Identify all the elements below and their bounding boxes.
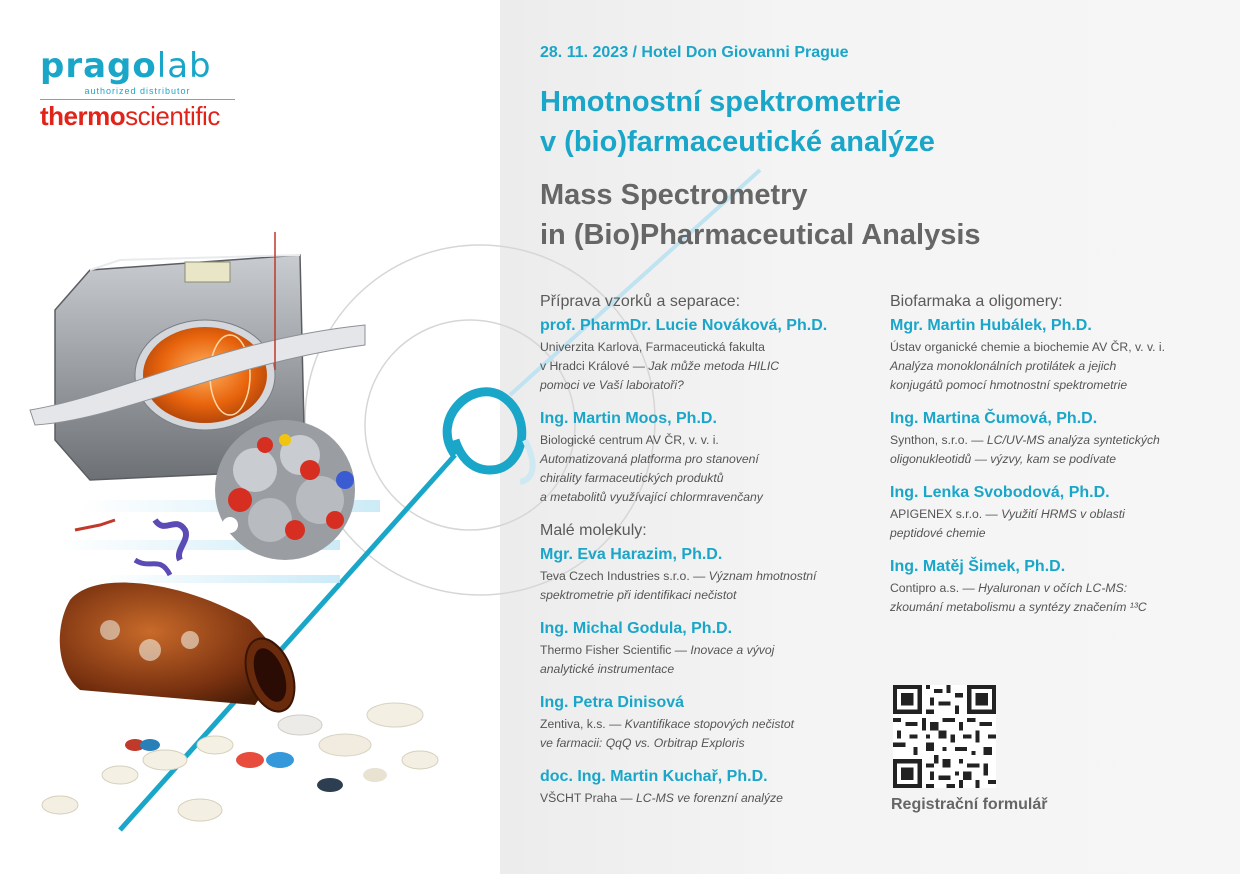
- speaker-name: doc. Ing. Martin Kuchař, Ph.D.: [540, 768, 768, 785]
- speaker: [540, 409, 880, 507]
- left-column: [540, 292, 880, 808]
- pills: [42, 703, 438, 821]
- speaker-name: Ing. Michal Godula, Ph.D.: [540, 620, 733, 637]
- speaker-name: Ing. Petra Dinisová: [540, 694, 685, 711]
- registration-qr-code[interactable]: [893, 685, 996, 788]
- thermo-scientific-logo: thermoscientific: [40, 101, 220, 131]
- speaker-description: Zentiva, k.s. — Kvantifikace stopových nečistot ve farmacii: QqQ vs. Orbitrap Exploris: [540, 717, 795, 750]
- section-heading: Malé molekuly:: [540, 522, 647, 539]
- logo-tagline: authorized distributor: [40, 86, 235, 100]
- speaker-name: Ing. Lenka Svobodová, Ph.D.: [890, 484, 1110, 501]
- speaker: [890, 557, 1230, 617]
- speaker-description: Contipro a.s. — Hyaluronan v očích LC-MS: zkoumání metabolismu a syntézy značením ¹³C: [890, 581, 1147, 614]
- speaker-name: Mgr. Martin Hubálek, Ph.D.: [890, 317, 1092, 334]
- event-date-place: 28. 11. 2023 / Hotel Don Giovanni Prague: [540, 44, 849, 61]
- title-english: Mass Spectrometry in (Bio)Pharmaceutical Analysis: [540, 179, 981, 251]
- logo: [40, 48, 240, 130]
- pragolab-logo: pragolab: [40, 46, 212, 86]
- pill-bottle: [60, 583, 304, 719]
- protein-molecule: [215, 420, 355, 560]
- speaker-description: Univerzita Karlova, Farmaceutická fakulta v Hradci Králové — Jak může metoda HILIC pomoci ve Vaší laboratoři?: [540, 340, 780, 392]
- speaker-description: Synthon, s.r.o. — LC/UV-MS analýza syntetických oligonukleotidů — výzvy, kam se podívate: [890, 433, 1160, 466]
- speaker-description: APIGENEX s.r.o. — Využití HRMS v oblasti peptidové chemie: [890, 507, 1125, 540]
- speaker-description: Biologické centrum AV ČR, v. v. i. Automatizovaná platforma pro stanovení chirality farmaceutických produktů a metabolitů využívající chlormravenčany: [540, 433, 763, 504]
- speaker-description: VŠCHT Praha — LC-MS ve forenzní analýze: [540, 791, 783, 805]
- speaker-name: Ing. Martin Moos, Ph.D.: [540, 410, 717, 427]
- speaker-name: prof. PharmDr. Lucie Nováková, Ph.D.: [540, 317, 828, 334]
- speaker: [890, 316, 1230, 395]
- speaker-name: Ing. Matěj Šimek, Ph.D.: [890, 558, 1066, 575]
- speaker-name: Mgr. Eva Harazim, Ph.D.: [540, 546, 723, 563]
- title-czech: Hmotnostní spektrometrie v (bio)farmaceutické analýze: [540, 86, 935, 158]
- speaker: [890, 483, 1230, 543]
- speaker: [540, 545, 880, 605]
- speaker: [540, 619, 880, 679]
- speaker: [540, 767, 880, 808]
- speaker-description: Ústav organické chemie a biochemie AV ČR, v. v. i. Analýza monoklonálních protilátek a jejich konjugátů pomocí hmotnostní spektrometrie: [890, 340, 1166, 392]
- speaker: [890, 409, 1230, 469]
- speaker-name: Ing. Martina Čumová, Ph.D.: [890, 410, 1098, 427]
- blue-loop: [447, 392, 522, 470]
- speaker-description: Teva Czech Industries s.r.o. — Význam hmotnostní spektrometrie při identifikaci nečistot: [540, 569, 817, 602]
- right-column: [890, 292, 1230, 617]
- speaker: [540, 316, 880, 395]
- section-heading: Biofarmaka a oligomery:: [890, 293, 1063, 310]
- speaker-description: Thermo Fisher Scientific — Inovace a vývoj analytické instrumentace: [540, 643, 775, 676]
- registration-label[interactable]: Registrační formulář: [891, 796, 1048, 813]
- speaker: [540, 693, 880, 753]
- section-heading: Příprava vzorků a separace:: [540, 293, 741, 310]
